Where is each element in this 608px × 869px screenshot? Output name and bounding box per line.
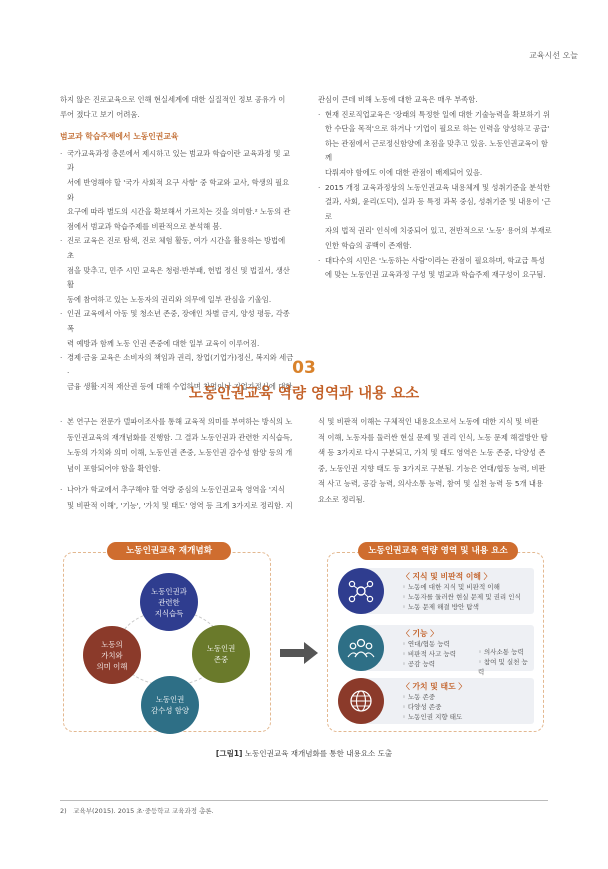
category-knowledge [338,568,534,614]
people-network-icon [338,568,384,614]
bullet-item: · 국가교육과정 총론에서 제시하고 있는 범교과 학습이란 교육과정 및 교과 서에 반영해야 할 '국가 사회적 요구 사항' 중 학교와 교사, 학생의 필요와 요구에 따라 별도의 시간을 확보해서 가르치는 것을 의미함.² 노동의 관 점에서 범교과 학습주제를 비판적으로 분석해 봄. [60,147,294,235]
bullet-item: · 인권 교육에서 아동 및 청소년 존중, 장애인 차별 금지, 양성 평등, 각종 폭 력 예방과 함께 노동 인권 존중에 대한 일부 교육이 이루어짐. [60,307,294,351]
circle-value-understanding: 노동의 가치와 의미 이해 [83,626,141,684]
footnote: 2) 교육부(2015). 2015 초·중등학교 교육과정 총론. [60,807,214,815]
section-number: 03 [292,358,316,378]
intro-line: 하지 않은 진로교육으로 인해 현실세계에 대한 실질적인 정보 공유가 이 [60,95,286,104]
circle-knowledge: 노동인권과 관련한 지식습득 [140,573,198,631]
bullet-item: · 나아가 학교에서 추구해야 할 역량 중심의 노동인권교육 영역을 '지식 및 비판적 이해', '기능', '가치 및 태도' 영역 등 크게 3가지로 정리함. 지 [60,482,294,513]
category-values [338,678,534,724]
figure-caption: [그림1] 노동인권교육 재개념화를 통한 내용요소 도출 [215,749,393,758]
category-items: ◦ 노동 존중 ◦ 다양성 존중 ◦ 노동인권 지향 태도 [402,692,462,722]
figure-right-title: 노동인권교육 역량 영역 및 내용 요소 [358,542,518,560]
group-icon [338,625,384,671]
figure-left-title: 노동인권교육 재개념화 [107,542,231,560]
bullet-item: · 대다수의 시민은 '노동하는 사람'이라는 관점이 필요하며, 학교급 특성 에 맞는 노동인권 교육과정 구성 및 범교과 학습주제 재구성이 요구됨. [318,254,552,283]
category-items-secondary: ◦ 의사소통 능력 ◦ 참여 및 실천 능력 [478,647,534,677]
category-items: ◦ 연대/협동 능력 ◦ 비판적 사고 능력 ◦ 공감 능력 [402,639,456,669]
subheading: 범교과 학습주제에서 노동인권교육 [60,132,179,142]
right-column [318,93,552,283]
bullet-item: · 2015 개정 교육과정상의 노동인권교육 내용체계 및 성취기준을 분석한 결과, 사회, 윤리(도덕), 실과 등 특정 과목 중심, 성취기준 및 내용이 '근로 자의 법적 권리' 인식에 치중되어 있고, 전반적으로 '노동' 용어의 부재로 인한 학습의 공백이 존재함. [318,181,552,254]
intro-line: 관심이 큰데 비해 노동에 대한 교육은 매우 부족함. [318,95,478,104]
circle-respect: 노동인권 존중 [192,625,250,683]
left-column [60,93,294,395]
bullet-item: · 진로 교육은 진로 탐색, 진로 체험 활동, 여가 시간을 활용하는 방법에 초 점을 맞추고, 민주 시민 교육은 청렴·반부패, 헌법 정신 및 법질서, 생산 활 동에 참여하고 있는 노동자의 권리와 의무에 일부 관심을 기울임. [60,234,294,307]
category-items: ◦ 노동에 대한 지식 및 비판적 이해 ◦ 노동자를 둘러싼 현실 문제 및 권리 인식 ◦ 노동 문제 해결 방안 탐색 [402,582,521,612]
bullet-item: · 현재 진로직업교육은 '장래의 특정한 일에 대한 기술능력을 확보하기 위 한 수단을 목적'으로 하거나 '기업이 필요로 하는 인력을 양성하고 공급' 하는 관점에서 근로정신함양에 초점을 맞추고 있음. 노동인권교육이 함께 다뤄져야 함에도 이에 대한 관점이 배제되어 있음. [318,108,552,181]
bullet-item: · 경제·금융 교육은 소비자의 책임과 권리, 창업(기업가)정신, 복지와 세금· 금융 생활·지적 재산권 등에 대해 수업하며 창업이나 기업가정신에 대한 [60,351,294,395]
section-title: 노동인권교육 역량 영역과 내용 요소 [188,386,420,402]
category-title: 〈 가치 및 태도 〉 [402,682,467,691]
section-right-column: 식 및 비판적 이해는 구체적인 내용요소로서 노동에 대한 지식 및 비판 적 이해, 노동자를 둘러싼 현실 문제 및 권리 인식, 노동 문제 해결방안 탐 색 등 3가지로 다시 구분되고, 가치 및 태도 영역은 노동 존중, 다양성 존 중, 노동인권 지향 태도 등 3가지로 구분됨. 기능은 연대/협동 능력, 비판 적 사고 능력, 공감 능력, 의사소통 능력, 참여 및 실천 능력 등 5개 내용 요소로 정리됨. [318,417,548,504]
intro-line: 루어 졌다고 보기 어려움. [60,109,140,119]
running-header: 교육시선 오늘 [529,51,578,60]
circle-sensitivity: 노동인권 감수성 함양 [141,676,199,734]
category-skills [338,625,534,676]
category-title: 〈 기능 〉 [402,629,439,638]
section-left-column [60,414,294,514]
bullet-item: · 본 연구는 전문가 델파이조사를 통해 교육적 의미를 부여하는 방식의 노 동인권교육의 재개념화를 진행함. 그 결과 노동인권과 관련한 지식습득, 노동의 가치와 의미 이해, 노동인권 존중, 노동인권 감수성 함양 등의 개 념이 포함되어야 함을 확인함. [60,414,294,476]
category-title: 〈 지식 및 비판적 이해 〉 [402,572,492,581]
footnote-divider [60,800,548,801]
globe-icon [338,678,384,724]
arrow-right-icon [280,642,318,664]
